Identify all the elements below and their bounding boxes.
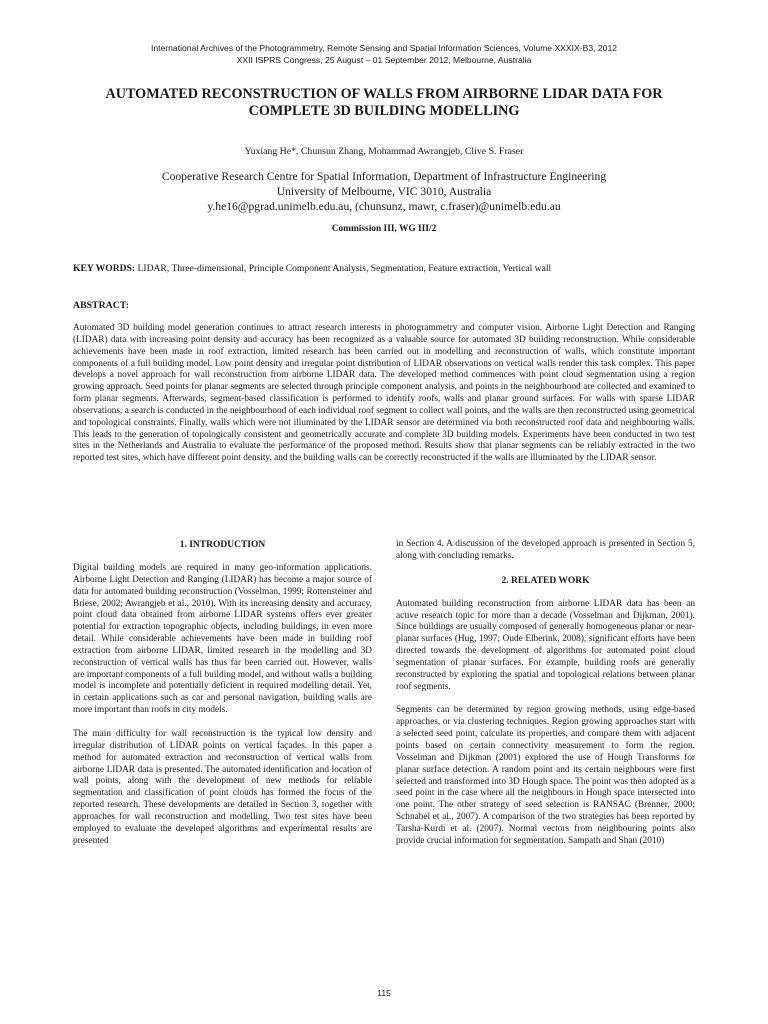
keywords-text: LIDAR, Three-dimensional, Principle Component Analysis, Segmentation, Feature extraction, Vertical wall: [137, 263, 552, 274]
page-number: 115: [377, 988, 391, 998]
related-paragraph-1: Automated building reconstruction from airborne LIDAR data has been an active research topic for more than a decade (Vosselman and Dijkman, 2001). Since buildings are usually composed of generally homogeneous planar or near-planar surfaces (Hug, 1997; Oude Elberink, 2008), significant efforts have been directed towards the development of algorithms for automated point cloud segmentation of planar surfaces. For example, building roofs are generally reconstructed by exploring the spatial and topological relations between planar roof segments.: [396, 598, 695, 692]
title-line-1: AUTOMATED RECONSTRUCTION OF WALLS FROM AIRBORNE LIDAR DATA FOR: [105, 86, 663, 102]
section-heading-introduction: 1. INTRODUCTION: [179, 540, 266, 550]
author-list: Yuxiang He*, Chunsun Zhang, Mohammad Awrangjeb, Clive S. Fraser: [244, 146, 524, 157]
related-paragraph-2: Segments can be determined by region growing methods, using edge-based approaches, or via clustering techniques. Region growing approaches start with a selected seed point, calculate its properties, and compare them with adjacent points based on certain connectivity measurement to form the region. Vosselman and Dijkman (2001) explored the use of Hough Transforms for planar surface detection. A random point and its certain neighbours were first selected and transformed into 3D Hough space. The point was then adopted as a seed point in the case where all the neighbours in Hough space intersected into one point. The other strategy of seed selection is RANSAC (Brenner, 2000; Schnabel et al., 2007). A comparison of the two strategies has been reported by Tarsha-Kurdi et al. (2007). Normal vectors from neighbouring points also provide crucial information for segmentation. Sampath and Shan (2010): [396, 705, 695, 846]
intro-paragraph-3: in Section 4. A discussion of the developed approach is presented in Section 5, along with concluding remarks.: [396, 539, 695, 561]
affiliation-line-1: Cooperative Research Centre for Spatial Information, Department of Infrastructure Engineering: [161, 170, 607, 183]
keywords-label: KEY WORDS:: [73, 263, 136, 274]
affiliation: [40, 169, 728, 214]
affiliation-emails: y.he16@pgrad.unimelb.edu.au, (chunsunz, mawr, c.fraser)@unimelb.edu.au: [207, 200, 561, 213]
abstract-heading: ABSTRACT:: [73, 300, 129, 311]
keywords: [73, 263, 695, 275]
commission: Commission III, WG III/2: [331, 224, 437, 234]
section-heading-related-work: 2. RELATED WORK: [501, 575, 590, 586]
paper-title: [50, 86, 718, 120]
abstract-text: Automated 3D building model generation continues to attract research interests in photogrammetry and computer vision. Airborne Light Detection and Ranging (LIDAR) data with increasing point density and accuracy has been recognized as a valuable source for automated 3D building reconstruction. While considerable achievements have been made in roof extraction, limited research has been carried out in modelling and reconstruction of walls, which constitute important components of a full building model. Low point density and irregular point distribution of LIDAR observations on vertical walls render this task complex. This paper develops a novel approach for wall reconstruction from airborne LIDAR data. The developed method commences with point cloud segmentation using a region growing approach. Seed points for planar segments are selected through principle component analysis, and points in the neighbourhood are collected and examined to form planar segments. Afterwards, segment-based classification is performed to identify roofs, walls and planar ground surfaces. For walls with sparse LIDAR observations, a search is conducted in the neighbourhood of each individual roof segment to collect wall points, and the walls are then reconstructed using geometrical and topological constraints. Finally, walls which were not illuminated by the LIDAR sensor are determined via both reconstructed roof data and neighbouring walls. This leads to the generation of topologically consistent and geometrically accurate and complete 3D building models. Experiments have been conducted in two test sites in the Netherlands and Australia to evaluate the performance of the proposed method. Results show that planar segments can be reliably extracted in the two reported test sites, which have different point density, and the building walls can be correctly reconstructed if the walls are illuminated by the LIDAR sensor.: [73, 323, 695, 464]
affiliation-line-2: University of Melbourne, VIC 3010, Australia: [276, 185, 492, 198]
header-line-1: International Archives of the Photogrammetry, Remote Sensing and Spatial Information Sciences, Volume XXXIX-B3, 2012: [150, 43, 618, 53]
right-column: [396, 539, 695, 860]
intro-paragraph-2: The main difficulty for wall reconstruction is the typical low density and irregular distribution of LIDAR points on vertical façades. In this paper a method for automated extraction and reconstruction of vertical walls from airborne LIDAR data is presented. The automated identification and location of wall points, along with the development of new methods for reliable segmentation and classification of point clouds has formed the focus of the reported research. These developments are detailed in Section 3, together with approaches for wall reconstruction and modelling. Two test sites have been employed to evaluate the developed algorithms and experimental results are presented: [73, 728, 372, 846]
header-line-2: XXII ISPRS Congress, 25 August – 01 September 2012, Melbourne, Australia: [236, 54, 532, 65]
title-line-2: COMPLETE 3D BUILDING MODELLING: [248, 103, 520, 119]
intro-paragraph-1: Digital building models are required in many geo-information applications. Airborne Light Detection and Ranging (LIDAR) has become a major source of data for automated building reconstruction (Vosselman, 1999; Rottensteiner and Briese, 2002; Awrangjeb et al., 2010). With its increasing density and accuracy, point cloud data obtained from airborne LIDAR systems offers ever greater potential for extraction topographic objects, including buildings, in even more detail. While considerable achievements have been made in building roof extraction from airborne LIDAR, limited research in the modelling and 3D reconstruction of vertical walls has thus far been carried out. However, walls are important components of a full building model, and without walls a building model is incomplete and potentially deficient in required modelling detail. Yet, in certain applications such as car and personal navigation, building walls are more important than roofs in city models.: [73, 563, 372, 716]
left-column: [73, 539, 372, 859]
running-header: [40, 43, 728, 66]
